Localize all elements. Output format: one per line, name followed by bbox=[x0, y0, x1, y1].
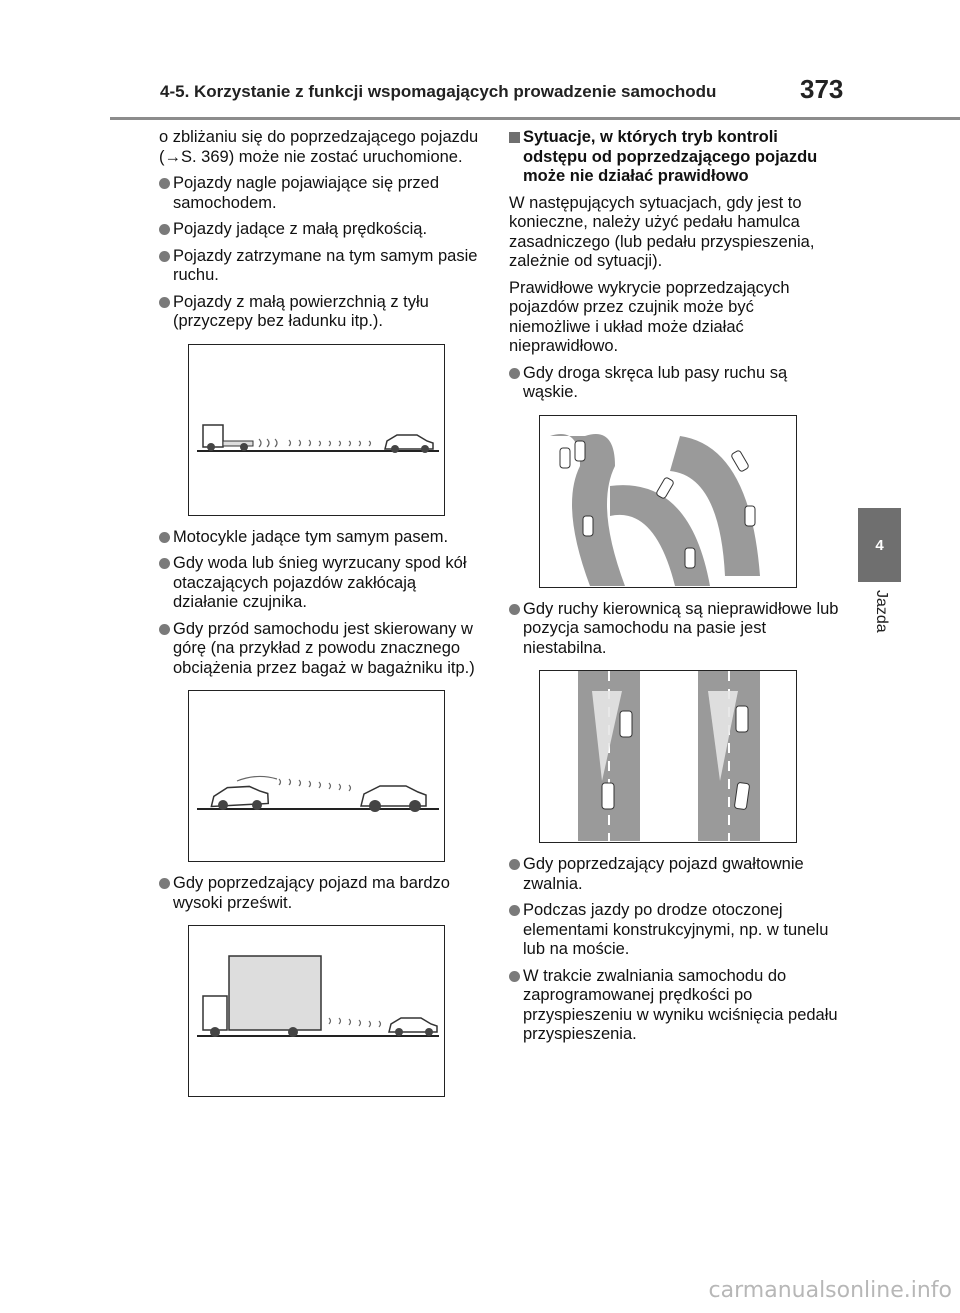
list-item: Pojazdy nagle pojawiające się przed samochodem. bbox=[159, 174, 484, 213]
list-item: Motocykle jadące tym samym pasem. bbox=[159, 528, 484, 548]
paragraph: Prawidłowe wykrycie poprzedzających pojazdów przez czujnik może być niemożliwe i układ może działać nieprawidłowo. bbox=[509, 278, 790, 355]
trailer-illustration bbox=[189, 345, 443, 514]
list-item: Pojazdy jadące z małą prędkością. bbox=[159, 220, 484, 240]
list-item: Gdy ruchy kierownicą są nieprawidłowe lub pozycja samochodu na pasie jest niestabilna. bbox=[509, 600, 839, 659]
bullet-list-c bbox=[159, 874, 484, 913]
header-divider bbox=[110, 117, 960, 120]
header-title: 4-5. Korzystanie z funkcji wspomagających prowadzenie samochodu bbox=[160, 82, 717, 101]
figure-trailer bbox=[188, 344, 445, 516]
left-column bbox=[159, 128, 484, 1109]
tilted-car-illustration bbox=[189, 691, 443, 860]
bullet-list-a bbox=[159, 174, 484, 332]
bullet-list-b bbox=[509, 600, 839, 659]
list-item: Gdy przód samochodu jest skierowany w górę (na przykład z powodu znacznego obciążenia przez bagaż w bagażniku itp.) bbox=[159, 620, 484, 679]
bullet-list-b bbox=[159, 528, 484, 679]
figure-tilted-car bbox=[188, 690, 445, 862]
watermark: carmanualsonline.info bbox=[708, 1278, 952, 1303]
list-item: Pojazdy zatrzymane na tym samym pasie ruchu. bbox=[159, 247, 484, 286]
curved-roads-illustration bbox=[540, 416, 795, 586]
lane-position-illustration bbox=[540, 671, 795, 841]
list-item: Gdy woda lub śnieg wyrzucany spod kół otaczających pojazdów zakłócają działanie czujnika. bbox=[159, 554, 484, 613]
list-item: Podczas jazdy po drodze otoczonej elementami konstrukcyjnymi, np. w tunelu lub na moście. bbox=[509, 901, 839, 960]
figure-truck bbox=[188, 925, 445, 1097]
list-item: Gdy poprzedzający pojazd gwałtownie zwalnia. bbox=[509, 855, 839, 894]
bullet-list-a bbox=[509, 364, 839, 403]
section-heading: Sytuacje, w których tryb kontroli odstępu od poprzedzającego pojazdu może nie działać prawidłowo bbox=[509, 128, 839, 187]
intro-text: o zbliżaniu się do poprzedzającego pojazdu (→S. 369) może nie zostać uruchomione. bbox=[159, 128, 479, 166]
list-item: Gdy poprzedzający pojazd ma bardzo wysoki prześwit. bbox=[159, 874, 484, 913]
right-column bbox=[509, 128, 839, 1052]
bullet-list-c bbox=[509, 855, 839, 1045]
chapter-label: Jazda bbox=[873, 590, 890, 633]
chapter-tab[interactable] bbox=[858, 508, 901, 582]
list-item: Gdy droga skręca lub pasy ruchu są wąskie. bbox=[509, 364, 839, 403]
chapter-number: 4 bbox=[875, 536, 884, 554]
truck-illustration bbox=[189, 926, 443, 1095]
paragraph: W następujących sytuacjach, gdy jest to konieczne, należy użyć pedału hamulca zasadniczego (lub pedału przyspieszenia, zależnie od sytuacji). bbox=[509, 193, 815, 270]
list-item: W trakcie zwalniania samochodu do zaprogramowanej prędkości po przyspieszeniu w wyniku wciśnięcia pedału przyspieszenia. bbox=[509, 967, 839, 1045]
figure-lanes bbox=[539, 670, 797, 843]
list-item: Pojazdy z małą powierzchnią z tyłu (przyczepy bez ładunku itp.). bbox=[159, 293, 484, 332]
page-number: 373 bbox=[800, 74, 844, 104]
figure-curves bbox=[539, 415, 797, 588]
